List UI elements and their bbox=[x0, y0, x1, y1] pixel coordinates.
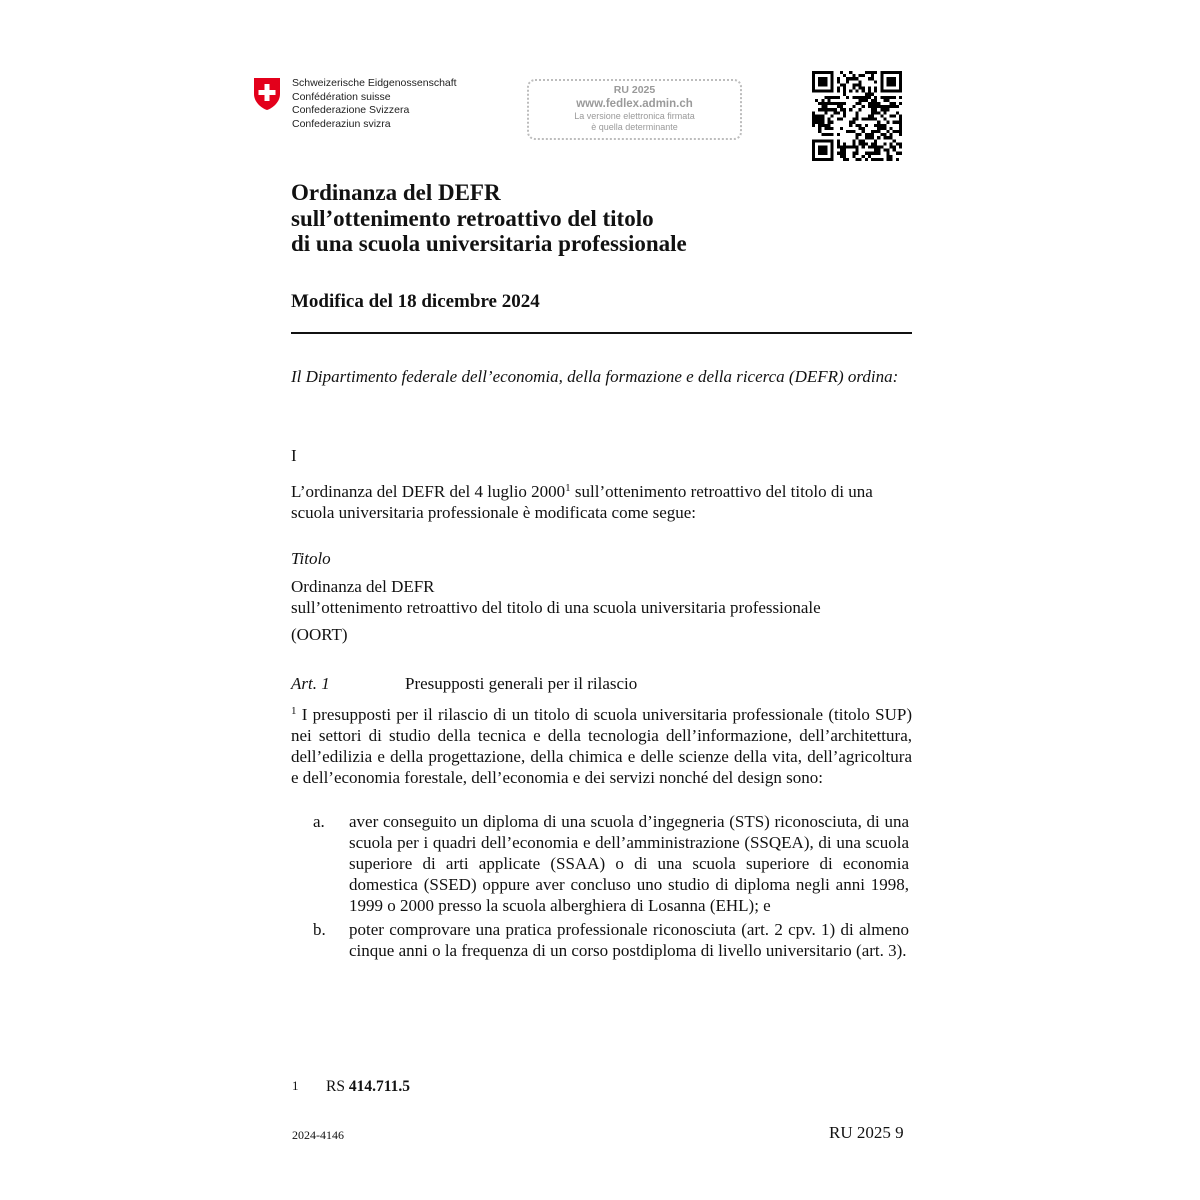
confederation-name-it: Confederazione Svizzera bbox=[292, 104, 410, 116]
intro-paragraph bbox=[291, 481, 912, 523]
titolo-line: Ordinanza del DEFR bbox=[291, 577, 435, 596]
paragraph-number: 1 bbox=[291, 705, 297, 717]
section-numeral: I bbox=[291, 446, 297, 465]
preamble: Il Dipartimento federale dell’economia, della formazione e della ricerca (DEFR) ordina: bbox=[291, 367, 899, 386]
publication-stamp bbox=[527, 79, 742, 140]
article-heading: Presupposti generali per il rilascio bbox=[405, 674, 638, 693]
stamp-note-2: è quella determinante bbox=[591, 122, 678, 132]
footnote-ref[interactable]: 1 bbox=[565, 482, 571, 494]
intro-text-rest: sull’ottenimento retroattivo del titolo di una scuola universitaria professionale è modificata come segue: bbox=[291, 482, 873, 522]
article-paragraph bbox=[291, 704, 912, 788]
document-title bbox=[291, 180, 687, 257]
titolo-line: sull’ottenimento retroattivo del titolo di una scuola universitaria professionale bbox=[291, 598, 821, 617]
qr-code-icon bbox=[812, 71, 902, 161]
list-item-text: poter comprovare una pratica professionale riconosciuta (art. 2 cpv. 1) di almeno cinque anni o la frequenza di un corso postdiploma di livello universitario (art. 3). bbox=[349, 920, 909, 960]
title-line: di una scuola universitaria professionale bbox=[291, 231, 687, 256]
footnote-prefix: RS bbox=[326, 1078, 349, 1095]
stamp-website[interactable]: www.fedlex.admin.ch bbox=[576, 98, 693, 110]
title-line: sull’ottenimento retroattivo del titolo bbox=[291, 205, 654, 231]
list-item bbox=[291, 811, 912, 916]
list-item-text: aver conseguito un diploma di una scuola d’ingegneria (STS) riconosciuta, di una scuola per i quadri dell’economia e dell’amministrazione (SSQEA), di una scuola superiore di arti applicate (SSAA) o di una scuola superiore di economia domestica (SSED) oppure aver concluso uno studio di diploma negli anni 1998, 1999 o 2000 presso la scuola alberghiera di Losanna (EHL); e bbox=[349, 812, 909, 915]
swiss-crest-icon bbox=[253, 77, 281, 111]
document-number: 2024-4146 bbox=[292, 1128, 344, 1142]
page-reference: RU 2025 9 bbox=[829, 1123, 904, 1142]
stamp-note-1: La versione elettronica firmata bbox=[574, 111, 695, 121]
confederation-names bbox=[292, 77, 457, 131]
intro-text: L’ordinanza del DEFR del 4 luglio 2000 bbox=[291, 482, 566, 501]
document-subtitle: Modifica del 18 dicembre 2024 bbox=[291, 291, 540, 312]
stamp-collection: RU 2025 bbox=[613, 84, 656, 96]
titolo-abbreviation: (OORT) bbox=[291, 625, 348, 644]
article-number: Art. 1 bbox=[291, 674, 330, 693]
confederation-name-fr: Confédération suisse bbox=[292, 90, 391, 103]
list-item-label: b. bbox=[313, 920, 326, 939]
titolo-heading: Titolo bbox=[291, 549, 331, 568]
title-line: Ordinanza del DEFR bbox=[291, 180, 501, 205]
list-item bbox=[291, 919, 912, 961]
list-item-label: a. bbox=[313, 812, 325, 831]
footnote-text bbox=[326, 1078, 410, 1096]
confederation-name-rm: Confederaziun svizra bbox=[292, 117, 391, 130]
title-divider bbox=[291, 332, 912, 334]
confederation-name-de: Schweizerische Eidgenossenschaft bbox=[292, 77, 457, 89]
footnote-reference[interactable]: 414.711.5 bbox=[348, 1078, 410, 1095]
footnote-number: 1 bbox=[292, 1078, 299, 1093]
paragraph-text: I presupposti per il rilascio di un titolo di scuola universitaria professionale (titolo SUP) nei settori di studio della tecnica e della tecnologia dell’informazione, dell’architettura, dell’edilizia e della progettazione, della chimica e delle scienze della vita, dell’agricoltura e dell’economia forestale, dell’economia e dei servizi nonché del design sono: bbox=[291, 705, 912, 787]
